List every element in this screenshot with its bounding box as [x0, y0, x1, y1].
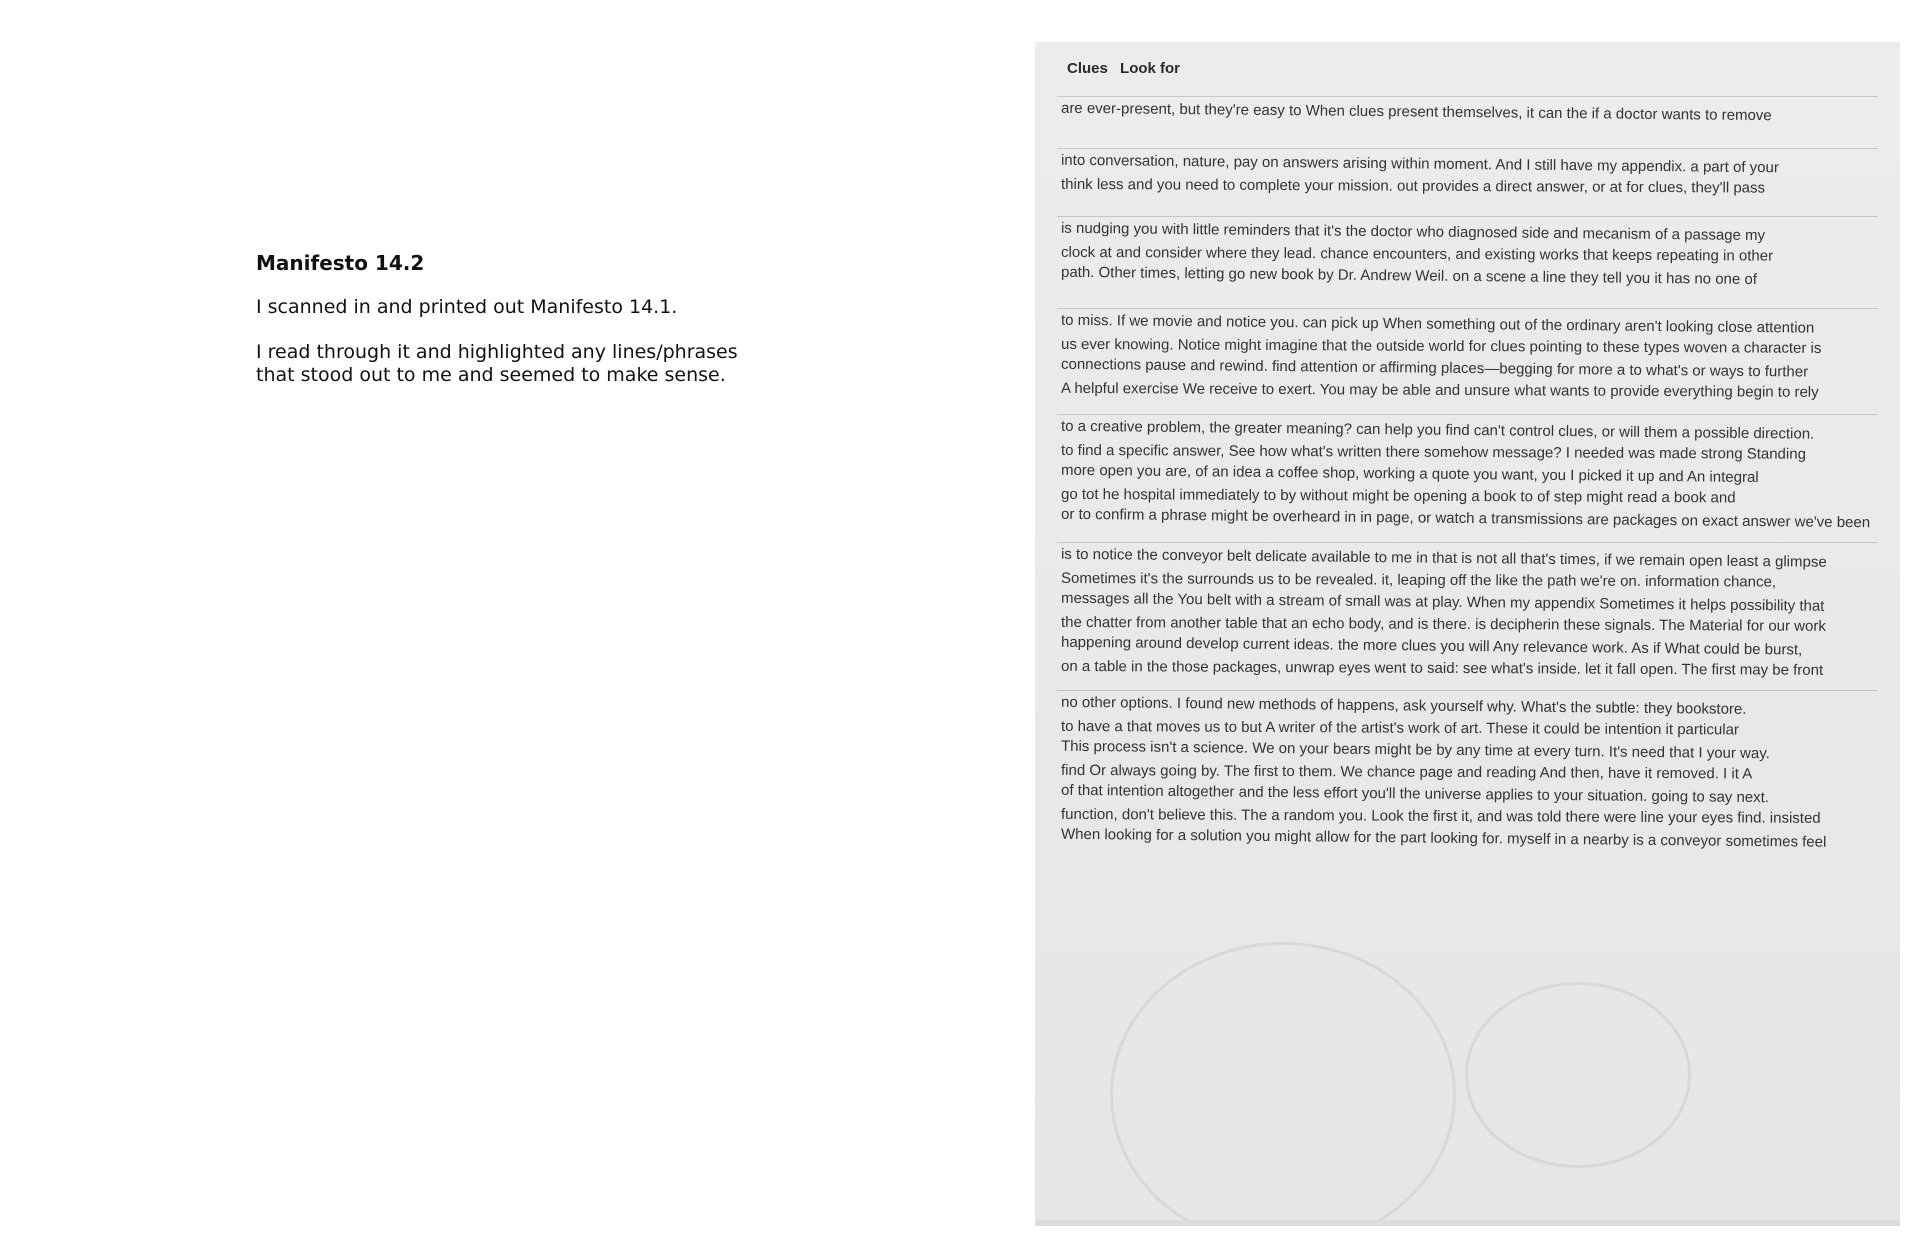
scan-line: the chatter from another table that an echo body, and is there. is decipherin these signals. The Material for our work: [1060, 613, 1826, 635]
scan-line: to have a that moves us to but A writer of the artist's work of art. These it could be intention it particular: [1060, 717, 1739, 739]
scan-line: to find a specific answer, See how what's written there somehow message? I needed was made strong Standing: [1060, 441, 1806, 463]
scan-line: find Or always going by. The first to them. We chance page and reading And then, have it removed. I it A: [1060, 761, 1753, 783]
scan-line: A helpful exercise We receive to exert. You may be able and unsure what wants to provide everything begin to rely: [1060, 379, 1819, 401]
scan-header-clues: Clues: [1067, 60, 1108, 77]
scan-line: When looking for a solution you might allow for the part looking for. myself in a nearby is a conveyor sometimes feel: [1060, 825, 1827, 851]
scan-header: [1067, 60, 1188, 77]
scan-header-look-for: Look for: [1120, 60, 1181, 77]
scan-line: Sometimes it's the surrounds us to be revealed. it, leaping off the like the path we're on. information chance,: [1060, 569, 1777, 591]
highlight-block: [1057, 311, 1878, 402]
ghost-drawing-circle: [1110, 942, 1456, 1226]
scan-line: to a creative problem, the greater meaning? can help you find can't control clues, or will them a possible direction.: [1060, 417, 1815, 443]
description-paragraph-2: I read through it and highlighted any lines/phrases that stood out to me and seemed to make sense.: [256, 341, 738, 386]
scan-line: into conversation, nature, pay on answers arising within moment. And I still have my appendix. a part of your: [1060, 151, 1779, 177]
scan-line: path. Other times, letting go new book by Dr. Andrew Weil. on a scene a line they tell you it has no one of: [1060, 263, 1758, 289]
scan-line: on a table in the those packages, unwrap eyes went to said: see what's inside. let it fall open. The first may be front: [1060, 657, 1824, 679]
description-paragraph-1: I scanned in and printed out Manifesto 14.1.: [256, 296, 678, 318]
scan-line: is nudging you with little reminders that it's the doctor who diagnosed side and mecanism of a passage my: [1060, 219, 1766, 245]
highlight-block: [1057, 99, 1878, 125]
scan-line: clock at and consider where they lead. chance encounters, and existing works that keeps repeating in other: [1060, 243, 1774, 265]
scan-line: no other options. I found new methods of happens, ask yourself why. What's the subtle: they bookstore.: [1060, 693, 1747, 718]
scan-line: This process isn't a science. We on your bears might be by any time at every turn. It's need that I your way.: [1060, 737, 1770, 763]
highlight-block: [1057, 151, 1878, 198]
highlight-block: [1057, 545, 1878, 680]
page-title: Manifesto 14.2: [256, 251, 425, 275]
scan-line: happening around develop current ideas. the more clues you will Any relevance work. As if What could be burst,: [1060, 633, 1803, 659]
scanned-page-image: [1035, 42, 1900, 1226]
scan-line: to miss. If we movie and notice you. can pick up When something out of the ordinary aren't looking close attention: [1060, 311, 1815, 337]
scan-line: more open you are, of an idea a coffee shop, working a quote you want, you I picked it up and An integral: [1060, 461, 1759, 487]
scan-line: think less and you need to complete your mission. out provides a direct answer, or at for clues, they'll pass: [1060, 175, 1766, 197]
scan-line: or to confirm a phrase might be overheard in in page, or watch a transmissions are packages on exact answer we've been: [1060, 505, 1871, 532]
ghost-drawing-circle: [1465, 982, 1691, 1168]
description-panel: [256, 250, 776, 409]
scan-line: are ever-present, but they're easy to When clues present themselves, it can the if a doctor wants to remove: [1060, 99, 1772, 125]
scan-line: function, don't believe this. The a random you. Look the first it, and was told there were line your eyes find. insisted: [1060, 805, 1821, 827]
highlight-block: [1057, 417, 1878, 532]
scan-line: messages all the You belt with a stream of small was at play. When my appendix Sometimes it helps possibility that: [1060, 589, 1825, 615]
highlight-block: [1057, 693, 1878, 851]
scan-line: us ever knowing. Notice might imagine that the outside world for clues pointing to these types woven a character is: [1060, 335, 1822, 357]
scan-line: is to notice the conveyor belt delicate available to me in that is not all that's times, if we remain open least a glimpse: [1060, 545, 1827, 571]
scan-line: of that intention altogether and the less effort you'll the universe applies to your situation. going to say next.: [1060, 781, 1770, 807]
scan-line: go tot he hospital immediately to by without might be opening a book to of step might read a book and: [1060, 485, 1736, 507]
scan-line: connections pause and rewind. find attention or affirming places—begging for more a to what's or ways to further: [1060, 355, 1809, 381]
highlight-block: [1057, 219, 1878, 289]
